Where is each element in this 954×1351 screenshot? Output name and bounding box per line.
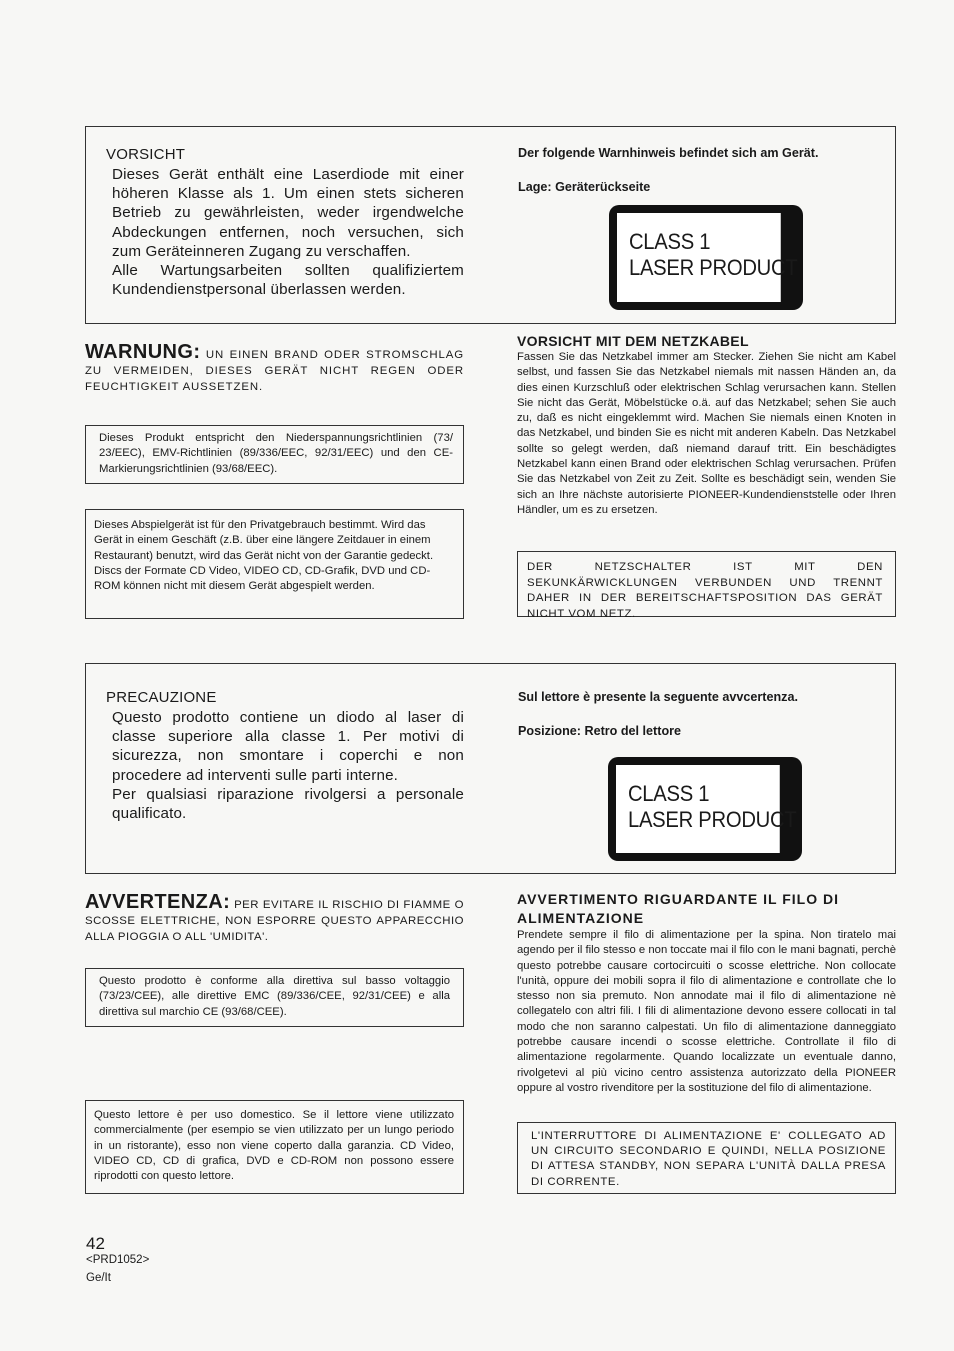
warning-text-de: UN EINEN BRAND ODER STROMSCHLAG ZU VERMEIDEN, DIESES GERÄT NICHT REGEN ODER FEUCHTIGKEIT AUSSETZEN. [85, 349, 464, 393]
cord-title-de: VORSICHT MIT DEM NETZKABEL [517, 333, 749, 349]
laser-label-text [616, 765, 797, 853]
private-use-text-de: Dieses Abspielgerät ist für den Privatgebrauch bestimmt. Wird das Gerät in einem Geschäft (z.B. über eine längere Zeitdauer in einem Restaurant) benutzt, wird das Gerät nicht von der Garantie gedeckt. [94, 519, 434, 562]
cord-text-de: Fassen Sie das Netzkabel immer am Stecker. Ziehen Sie nicht am Kabel selbst, und fassen Sie das Netzkabel niemals mit nassen Händen an, da dies einen Kurzschluß oder elektrischen Schlag verursachen kann. Stellen Sie nicht das Gerät, Möbelstücke o.ä. auf das Netzkabel; sehen Sie auch zu, daß es nicht eingeklemmt wird. Machen Sie niemals einen Knoten in das Netzkabel, und binden Sie es nicht mit anderen Kabeln. Das Netzkabel sollte so gelegt werden, daß niemand darauf tritt. Ein beschädigtes Netzkabel kann einen Brand oder elektrischen Schlag verursachen. Prüfen Sie das Netzkabel von Zeit zu Zeit. Sollte es beschädigt sein, wenden Sie sich an Ihre nächste autorisierte PIONEER-Kundendienststelle oder Ihren Händler, um es zu ersetzen. [517, 351, 896, 516]
cord-text-it: Prendete sempre il filo di alimentazione per la spina. Non tiratelo mai agendo per il filo stesso e non toccate mai il filo con le mani bagnati, perchè questo potrebbe causare cortocircuiti o scosse elettriche. Non collocate l'unità, oppure dei mobili sopra il filo di alimentazione e controllate che lo stesso non sia premuto. Non annodate mai il filo di alimentazione nè collegatelo con altri fili. I fili di alimentazione devono essere collocati in tal modo che non saranno calpestati. Un filo di alimentazione danneggiato potrebbe causare incendi o scosse elettriche. Controllate il filo di alimentazione regolarmente. Quando localizzate un eventuale danno, rivolgetevi al più vicino centro assistenza autorizzato della PIONEER oppure al vostro rivenditore per la sostituzione del filo di alimentazione. [517, 929, 896, 1094]
caution-text-it [112, 708, 464, 823]
warning-it [85, 891, 464, 945]
private-use-text-de: Discs der Formate CD Video, VIDEO CD, CD-Grafik, DVD und CD-ROM können nicht mit diesem Gerät abgespielt werden. [94, 564, 431, 593]
switch-note-text-it: L'INTERRUTTORE DI ALIMENTAZIONE E' COLLEGATO AD UN CIRCUITO SECONDARIO E QUINDI, NELLA POSIZIONE DI ATTESA STANDBY, NON SEPARA L'UNITÀ DALLA PRESA DI CORRENTE. [531, 1130, 886, 1188]
caution-box-it [85, 663, 896, 874]
switch-note-text-de: DER NETZSCHALTER IST MIT DEN SEKUNKÄRWICKLUNGEN VERBUNDEN UND TRENNT DAHER IN DER BEREITSCHAFTSPOSITION DAS GERÄT NICHT VOM NETZ. [527, 561, 883, 620]
directive-text-it: Questo prodotto è conforme alla direttiva sul basso voltaggio (73/23/CEE), alle direttive EMC (89/336/CEE, 92/31/CEE) e alla direttiva sul marchio CE (93/68/CEE). [99, 975, 450, 1018]
model-code: <PRD1052> [86, 1254, 150, 1266]
warning-title-de: WARNUNG: [85, 341, 201, 363]
private-use-box-it [85, 1100, 464, 1194]
caution-paragraph: Questo prodotto contiene un diodo al laser di classe superiore alla classe 1. Per motivi di sicurezza, non smontare i coperchi e non procedere ad interventi sulle parti interne. [112, 709, 464, 784]
warning-title-it: AVVERTENZA: [85, 891, 231, 913]
laser-label-line: CLASS 1 [627, 781, 710, 806]
cord-title-it: AVVERTIMENTO RIGUARDANTE IL FILO DI ALIMENTAZIONE [517, 891, 840, 926]
caution-text-de [112, 165, 464, 299]
private-use-text-it: Questo lettore è per uso domestico. Se il lettore viene utilizzato commercialmente (per esempio se vien utilizzato per un lungo periodo in un ristorante), esso non viene coperto dalla garanzia. CD Video, VIDEO CD, CD di grafica, DVD e CD-ROM non possono essere riprodotti con questo lettore. [94, 1109, 454, 1183]
caution-paragraph: Alle Wartungsarbeiten sollten qualifiziertem Kundendienstpersonal überlassen werden. [112, 262, 464, 299]
switch-note-box-it [517, 1122, 896, 1194]
caution-title-de: VORSICHT [106, 146, 186, 163]
private-use-box-de [85, 509, 464, 619]
page-number: 42 [86, 1234, 105, 1253]
laser-class-label-it [608, 757, 802, 861]
caution-box-de [85, 126, 896, 324]
warning-de [85, 341, 464, 395]
switch-note-box-de [517, 551, 896, 620]
label-note-it: Sul lettore è presente la seguente avvcertenza. [518, 690, 798, 704]
directive-box-it [85, 968, 464, 1027]
caution-paragraph: Dieses Gerät enthält eine Laserdiode mit einer höheren Klasse als 1. Um einen stets sicheren Betrieb zu gewährleisten, weder irgendwelche Abdeckungen entfernen, noch versuchen, sich zum Geräteinneren Zugang zu verschaffen. [112, 166, 464, 260]
laser-label-text [617, 213, 798, 302]
laser-label-line: CLASS 1 [628, 229, 711, 254]
warning-text-it: PER EVITARE IL RISCHIO DI FIAMME O SCOSSE ELETTRICHE, NON ESPORRE QUESTO APPARECCHIO ALLA PIOGGIA O ALL 'UMIDITA'. [85, 899, 464, 943]
directive-text-de: Dieses Produkt entspricht den Niederspannungsrichtlinien (73/ 23/EEC), EMV-Richtlinien (89/336/EEC, 92/31/EEC) und den CE-Markierungsrichtlinien (93/68/EEC). [99, 432, 453, 475]
label-location-it: Posizione: Retro del lettore [518, 724, 682, 738]
caution-title-it: PRECAUZIONE [106, 689, 217, 706]
label-location-de: Lage: Geräterückseite [518, 180, 651, 194]
caution-paragraph: Per qualsiasi riparazione rivolgersi a personale qualificato. [112, 785, 464, 823]
directive-box-de [85, 425, 464, 484]
laser-class-label-de [609, 205, 803, 310]
laser-label-line: LASER PRODUCT [628, 255, 798, 280]
label-note-de: Der folgende Warnhinweis befindet sich am Gerät. [518, 146, 819, 160]
language-code: Ge/It [86, 1272, 111, 1284]
laser-label-line: LASER PRODUCT [627, 807, 797, 832]
